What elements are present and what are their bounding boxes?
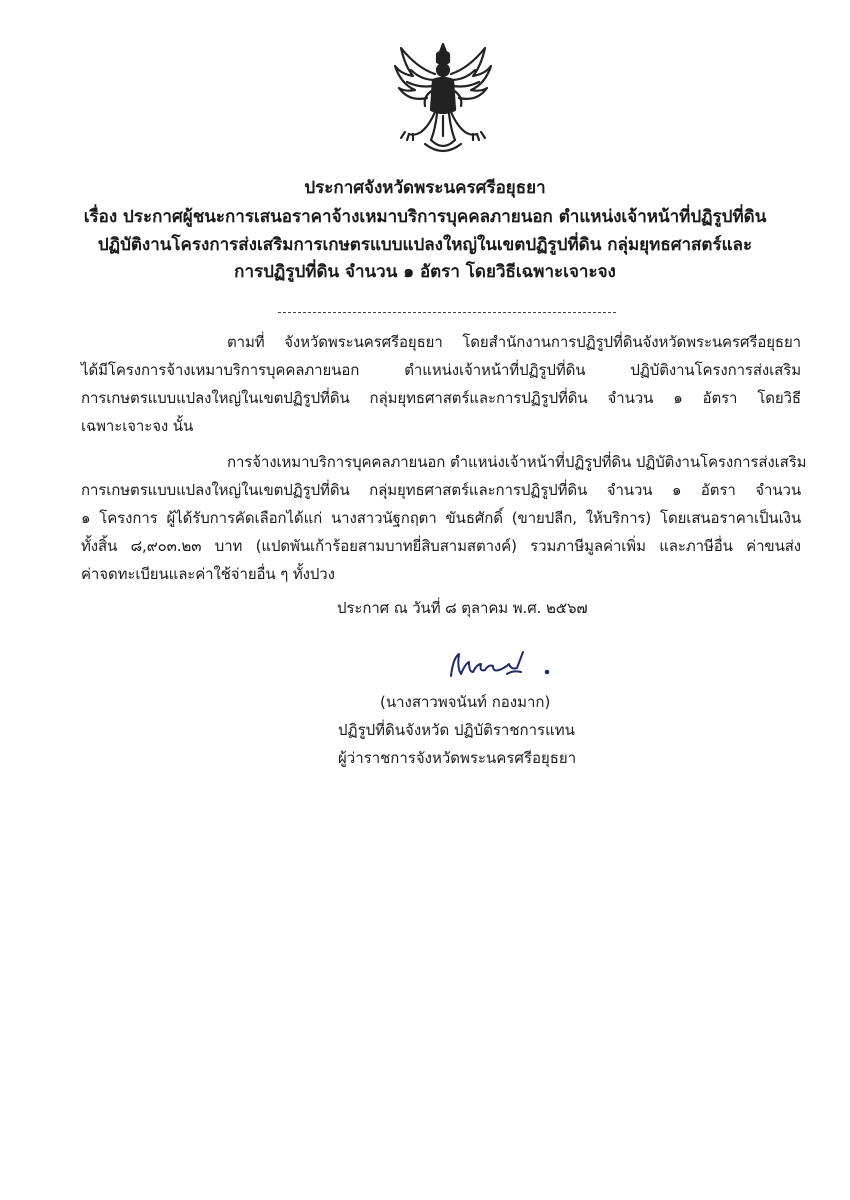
para1-line-4: เฉพาะเจาะจง นั้น <box>81 417 194 435</box>
subject-line-2: ปฏิบัติงานโครงการส่งเสริมการเกษตรแบบแปลงใหญ่ในเขตปฏิรูปที่ดิน กลุ่มยุทธศาสตร์และ <box>97 235 753 255</box>
subject-line-3: การปฏิรูปที่ดิน จำนวน ๑ อัตรา โดยวิธีเฉพาะเจาะจง <box>234 262 616 282</box>
signatory-position-2: ผู้ว่าราชการจังหวัดพระนครศรีอยุธยา <box>338 749 577 767</box>
para1-line-3: การเกษตรแบบแปลงใหญ่ในเขตปฏิรูปที่ดิน กลุ่มยุทธศาสตร์และการปฏิรูปที่ดิน จำนวน ๑ อัตรา โดยวิธี <box>81 389 801 407</box>
garuda-emblem-icon <box>391 40 495 158</box>
divider-line <box>278 312 616 313</box>
handwritten-signature <box>447 648 557 684</box>
para2-line-4: ทั้งสิ้น ๘,๙๐๓.๒๓ บาท (แปดพันเก้าร้อยสามบาทยี่สิบสามสตางค์) รวมภาษีมูลค่าเพิ่ม และภาษีอื่น ค่าขนส่ง <box>81 537 801 555</box>
para2-line-1: การจ้างเหมาบริการบุคคลภายนอก ตำแหน่งเจ้าหน้าที่ปฏิรูปที่ดิน ปฏิบัติงานโครงการส่งเสริม <box>227 453 807 471</box>
subject-line-1: เรื่อง ประกาศผู้ชนะการเสนอราคาจ้างเหมาบริการบุคคลภายนอก ตำแหน่งเจ้าหน้าที่ปฏิรูปที่ดิน <box>83 207 767 227</box>
para1-line-1: ตามที่ จังหวัดพระนครศรีอยุธยา โดยสำนักงานการปฏิรูปที่ดินจังหวัดพระนครศรีอยุธยา <box>227 333 801 351</box>
signatory-position-1: ปฏิรูปที่ดินจังหวัด ปฏิบัติราชการแทน <box>338 721 575 739</box>
signatory-name: (นางสาวพจนันท์ กองมาก) <box>380 693 551 711</box>
document-title: ประกาศจังหวัดพระนครศรีอยุธยา <box>304 178 546 198</box>
para2-line-2: การเกษตรแบบแปลงใหญ่ในเขตปฏิรูปที่ดิน กลุ่มยุทธศาสตร์และการปฏิรูปที่ดิน จำนวน ๑ อัตรา จำนวน <box>81 481 801 499</box>
para2-line-3: ๑ โครงการ ผู้ได้รับการคัดเลือกได้แก่ นางสาวนัฐกฤตา ขันธศักดิ์ (ขายปลีก, ให้บริการ) โดยเสนอราคาเป็นเงิน <box>81 509 801 527</box>
para2-line-5: ค่าจดทะเบียนและค่าใช้จ่ายอื่น ๆ ทั้งปวง <box>81 565 335 583</box>
announce-date: ประกาศ ณ วันที่ ๘ ตุลาคม พ.ศ. ๒๕๖๗ <box>337 599 588 617</box>
para1-line-2: ได้มีโครงการจ้างเหมาบริการบุคคลภายนอก ตำแหน่งเจ้าหน้าที่ปฏิรูปที่ดิน ปฏิบัติงานโครงการส่งเสริม <box>81 361 801 379</box>
